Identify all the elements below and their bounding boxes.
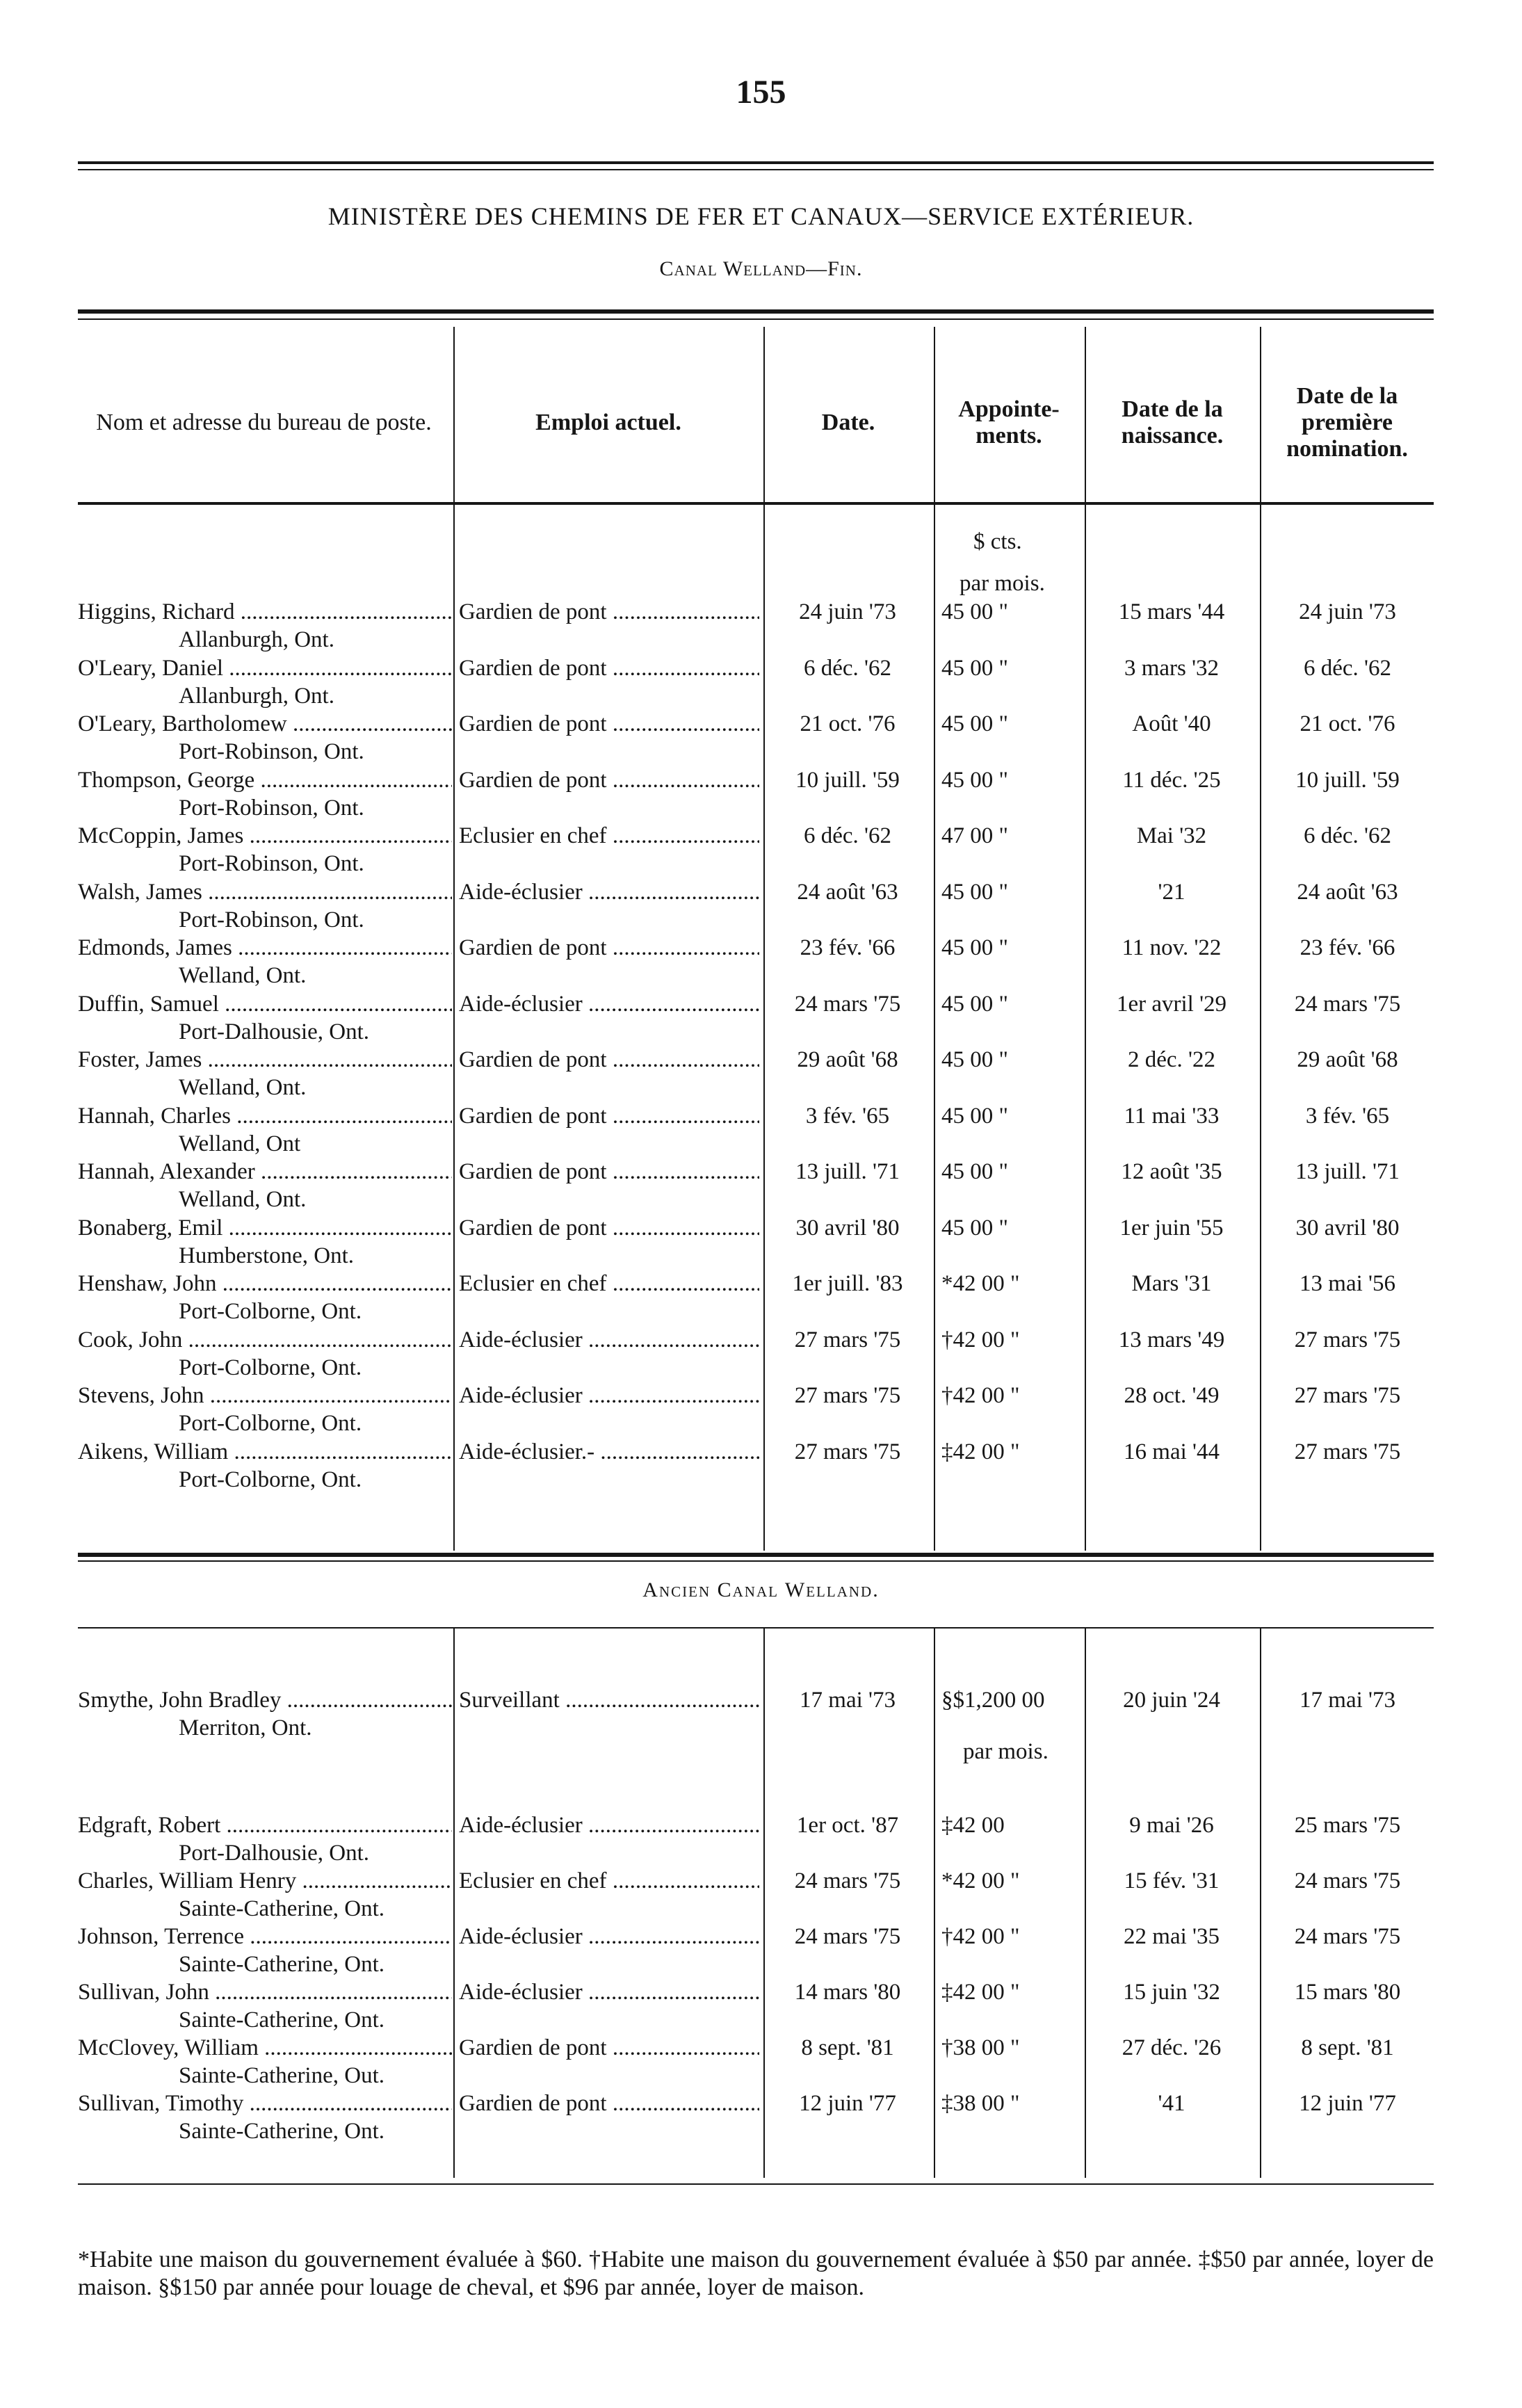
date-naissance-cell: '41: [1158, 2091, 1185, 2116]
emploi-actuel: Gardien de pont .....: [459, 598, 759, 626]
date-naissance-cell: 16 mai '44: [1124, 1439, 1220, 1464]
col-sep-1: [453, 327, 455, 1551]
post-office-address: Port-Colborne, Ont.: [179, 1355, 362, 1380]
appointements-cell: 45 00 ": [941, 879, 1008, 905]
row-name-cell: [78, 878, 452, 934]
employee-name: Smythe, John Bradley .....: [78, 1686, 452, 1714]
employee-name: Higgins, Richard .....: [78, 598, 452, 626]
employee-name: Edgraft, Robert .....: [78, 1811, 452, 1839]
row-name-cell: [78, 1811, 452, 1867]
footnote: *Habite une maison du gouvernement évaluée à $60. †Habite une maison du gouvernement évaluée à $50 par année. ‡$50 par année, loyer de maison. §$150 par année pour louage de cheval, et $96 par année, loyer de maison.: [78, 2247, 1434, 2300]
row-name-cell: [78, 934, 452, 989]
appointements-cell: 45 00 ": [941, 1103, 1008, 1129]
appointements-cell: ‡38 00 ": [941, 2091, 1020, 2116]
date-naissance-cell: 20 juin '24: [1123, 1688, 1220, 1713]
post-office-address: Welland, Ont.: [179, 963, 307, 988]
row-name-cell: [78, 766, 452, 822]
col2-sep-3: [934, 1629, 935, 2178]
date-cell: 24 mars '75: [794, 1868, 901, 1893]
currency-unit: $ cts.: [973, 529, 1022, 554]
post-office-address: Port-Dalhousie, Ont.: [179, 1841, 370, 1866]
date-premiere-nomination-cell: 25 mars '75: [1294, 1813, 1401, 1838]
emploi-actuel: Eclusier en chef .....: [459, 1867, 759, 1895]
date-premiere-nomination-cell: 8 sept. '81: [1301, 2035, 1394, 2060]
appointements-cell: †42 00 ": [941, 1924, 1020, 1949]
row-name-cell: [78, 1923, 452, 1978]
date-naissance-cell: '21: [1158, 879, 1185, 905]
post-office-address: Port-Colborne, Ont.: [179, 1299, 362, 1324]
date-premiere-nomination-cell: 24 mars '75: [1294, 1924, 1401, 1949]
date-premiere-nomination-cell: 29 août '68: [1297, 1047, 1398, 1072]
row-name-cell: [78, 1438, 452, 1494]
appointements-cell: 45 00 ": [941, 1047, 1008, 1072]
date-cell: 12 juin '77: [799, 2091, 896, 2116]
employee-name: Thompson, George .....: [78, 766, 452, 794]
emploi-actuel: Eclusier en chef .....: [459, 1270, 759, 1298]
date-naissance-cell: 13 mars '49: [1118, 1327, 1225, 1352]
row-name-cell: [78, 1270, 452, 1325]
row-name-cell: [78, 598, 452, 654]
post-office-address: Port-Robinson, Ont.: [179, 907, 364, 932]
date-cell: 21 oct. '76: [800, 711, 896, 736]
appointements-cell: 45 00 ": [941, 767, 1008, 793]
post-office-address: Allanburgh, Ont.: [179, 683, 334, 709]
date-cell: 10 juill. '59: [795, 767, 900, 793]
section-rule-2: [78, 1560, 1434, 1562]
employee-name: Hannah, Charles .....: [78, 1102, 452, 1130]
employee-name: Sullivan, John .....: [78, 1978, 452, 2006]
date-cell: 23 fév. '66: [800, 935, 896, 960]
row-name-cell: [78, 654, 452, 710]
date-premiere-nomination-cell: 10 juill. '59: [1295, 767, 1400, 793]
date-premiere-nomination-cell: 27 mars '75: [1294, 1327, 1401, 1352]
date-premiere-nomination-cell: 30 avril '80: [1295, 1215, 1400, 1241]
post-office-address: Humberstone, Ont.: [179, 1243, 355, 1268]
post-office-address: Port-Robinson, Ont.: [179, 851, 364, 876]
appointements-cell: §$1,200 00: [941, 1688, 1045, 1713]
appointements-cell: 45 00 ": [941, 991, 1008, 1017]
main-title: MINISTÈRE DES CHEMINS DE FER ET CANAUX—SERVICE EXTÉRIEUR.: [327, 202, 1195, 230]
emploi-actuel: Gardien de pont .....: [459, 1158, 759, 1186]
date-premiere-nomination-cell: 23 fév. '66: [1300, 935, 1395, 960]
subtitle: Canal Welland—Fin.: [659, 257, 863, 280]
post-office-address: Port-Dalhousie, Ont.: [179, 1019, 370, 1044]
emploi-actuel: Aide-éclusier .....: [459, 1811, 759, 1839]
post-office-address: Sainte-Catherine, Ont.: [179, 2119, 385, 2144]
employee-name: McClovey, William .....: [78, 2034, 452, 2062]
date-naissance-cell: 22 mai '35: [1124, 1924, 1220, 1949]
header-premiere: Date de la première nomination.: [1286, 383, 1408, 462]
emploi-actuel: Aide-éclusier .....: [459, 1326, 759, 1354]
page-number: 155: [736, 74, 786, 111]
appointements-cell: *42 00 ": [941, 1271, 1020, 1296]
header-appointements: Appointe-ments.: [958, 396, 1060, 449]
date-premiere-nomination-cell: 13 juill. '71: [1295, 1159, 1400, 1184]
row-name-cell: [78, 1867, 452, 1923]
date-premiere-nomination-cell: 15 mars '80: [1294, 1980, 1401, 2005]
appointements-cell: 45 00 ": [941, 711, 1008, 736]
section-title: Ancien Canal Welland.: [642, 1578, 880, 1601]
date-premiere-nomination-cell: 27 mars '75: [1294, 1439, 1401, 1464]
appointements-cell: ‡42 00: [941, 1813, 1005, 1838]
post-office-address: Welland, Ont.: [179, 1187, 307, 1212]
row-name-cell: [78, 1046, 452, 1101]
employee-name: Cook, John .....: [78, 1326, 452, 1354]
employee-name: Edmonds, James .....: [78, 934, 452, 962]
emploi-actuel: Aide-éclusier .....: [459, 1923, 759, 1950]
appointements-cell: *42 00 ": [941, 1868, 1020, 1893]
date-naissance-cell: 9 mai '26: [1129, 1813, 1214, 1838]
emploi-actuel: Gardien de pont .....: [459, 1046, 759, 1074]
date-naissance-cell: 15 mars '44: [1118, 599, 1225, 624]
date-naissance-cell: Mai '32: [1136, 823, 1207, 848]
employee-name: Stevens, John .....: [78, 1382, 452, 1409]
date-cell: 24 mars '75: [794, 1924, 901, 1949]
row-name-cell: [78, 1102, 452, 1158]
date-premiere-nomination-cell: 24 juin '73: [1299, 599, 1396, 624]
col2-sep-5: [1260, 1629, 1261, 2178]
date-cell: 1er juill. '83: [792, 1271, 903, 1296]
section2-top-rule: [78, 1627, 1434, 1629]
emploi-actuel: Aide-éclusier .....: [459, 990, 759, 1018]
table-top-rule-1: [78, 309, 1434, 314]
col-sep-5: [1260, 327, 1261, 1551]
date-naissance-cell: 11 nov. '22: [1122, 935, 1222, 960]
emploi-actuel: Eclusier en chef .....: [459, 822, 759, 850]
date-naissance-cell: 1er juin '55: [1119, 1215, 1224, 1241]
date-naissance-cell: 28 oct. '49: [1124, 1383, 1220, 1408]
row-name-cell: [78, 1214, 452, 1270]
table-top-rule-2: [78, 318, 1434, 320]
date-cell: 6 déc. '62: [804, 655, 891, 681]
post-office-address: Port-Colborne, Ont.: [179, 1466, 362, 1492]
header-emploi: Emploi actuel.: [535, 410, 681, 435]
post-office-address: Port-Robinson, Ont.: [179, 739, 364, 764]
col-sep-3: [934, 327, 935, 1551]
employee-name: Sullivan, Timothy .....: [78, 2090, 452, 2117]
date-premiere-nomination-cell: 24 août '63: [1297, 879, 1398, 905]
header-naissance: Date de la naissance.: [1121, 396, 1224, 449]
header-name: Nom et adresse du bureau de poste.: [96, 410, 432, 435]
date-premiere-nomination-cell: 17 mai '73: [1300, 1688, 1395, 1713]
bottom-rule: [78, 2183, 1434, 2185]
appointements-cell: 45 00 ": [941, 655, 1008, 681]
date-premiere-nomination-cell: 6 déc. '62: [1304, 823, 1391, 848]
appointements-cell: 45 00 ": [941, 935, 1008, 960]
appointements-cell: †42 00 ": [941, 1327, 1020, 1352]
row-name-cell: [78, 990, 452, 1046]
date-cell: 27 mars '75: [794, 1439, 901, 1464]
appointements-cell: †42 00 ": [941, 1383, 1020, 1408]
employee-name: O'Leary, Daniel .....: [78, 654, 452, 682]
col2-sep-2: [763, 1629, 765, 2178]
date-premiere-nomination-cell: 24 mars '75: [1294, 991, 1401, 1017]
date-naissance-cell: 15 fév. '31: [1124, 1868, 1220, 1893]
date-cell: 3 fév. '65: [805, 1103, 890, 1129]
date-premiere-nomination-cell: 3 fév. '65: [1305, 1103, 1390, 1129]
date-cell: 24 mars '75: [794, 991, 901, 1017]
date-cell: 6 déc. '62: [804, 823, 891, 848]
employee-name: Bonaberg, Emil .....: [78, 1214, 452, 1242]
date-cell: 8 sept. '81: [801, 2035, 894, 2060]
post-office-address: Port-Robinson, Ont.: [179, 795, 364, 821]
date-naissance-cell: 2 déc. '22: [1128, 1047, 1215, 1072]
appointements-cell: †38 00 ": [941, 2035, 1020, 2060]
row-name-cell: [78, 1978, 452, 2034]
top-rule-2: [78, 169, 1434, 170]
top-rule-1: [78, 161, 1434, 164]
date-premiere-nomination-cell: 13 mai '56: [1300, 1271, 1395, 1296]
row-name-cell: [78, 1382, 452, 1437]
date-cell: 27 mars '75: [794, 1383, 901, 1408]
per-month-unit-2: par mois.: [963, 1739, 1049, 1764]
date-naissance-cell: Mars '31: [1131, 1271, 1212, 1296]
appointements-cell: ‡42 00 ": [941, 1439, 1020, 1464]
row-name-cell: [78, 710, 452, 766]
row-name-cell: [78, 2034, 452, 2090]
employee-name: O'Leary, Bartholomew .....: [78, 710, 452, 738]
emploi-actuel: Aide-éclusier .....: [459, 1978, 759, 2006]
date-cell: 30 avril '80: [795, 1215, 900, 1241]
col-sep-2: [763, 327, 765, 1551]
date-naissance-cell: 3 mars '32: [1124, 655, 1220, 681]
appointements-cell: 47 00 ": [941, 823, 1008, 848]
appointements-cell: ‡42 00 ": [941, 1980, 1020, 2005]
employee-name: Walsh, James .....: [78, 878, 452, 906]
emploi-actuel: Gardien de pont .....: [459, 2090, 759, 2117]
date-naissance-cell: 1er avril '29: [1116, 991, 1227, 1017]
post-office-address: Port-Colborne, Ont.: [179, 1411, 362, 1436]
date-premiere-nomination-cell: 6 déc. '62: [1304, 655, 1391, 681]
date-cell: 24 août '63: [797, 879, 898, 905]
row-name-cell: [78, 1686, 452, 1742]
date-premiere-nomination-cell: 12 juin '77: [1299, 2091, 1396, 2116]
employee-name: Aikens, William .....: [78, 1438, 452, 1466]
date-cell: 1er oct. '87: [796, 1813, 899, 1838]
date-premiere-nomination-cell: 21 oct. '76: [1300, 711, 1395, 736]
post-office-address: Sainte-Catherine, Ont.: [179, 1896, 385, 1921]
date-cell: 13 juill. '71: [795, 1159, 900, 1184]
post-office-address: Sainte-Catherine, Out.: [179, 2063, 385, 2088]
date-premiere-nomination-cell: 24 mars '75: [1294, 1868, 1401, 1893]
emploi-actuel: Gardien de pont .....: [459, 1214, 759, 1242]
date-cell: 29 août '68: [797, 1047, 898, 1072]
date-naissance-cell: 15 juin '32: [1123, 1980, 1220, 2005]
emploi-actuel: Gardien de pont .....: [459, 1102, 759, 1130]
date-naissance-cell: 27 déc. '26: [1122, 2035, 1222, 2060]
date-cell: 14 mars '80: [794, 1980, 901, 2005]
emploi-actuel: Surveillant .....: [459, 1686, 759, 1714]
employee-name: Foster, James .....: [78, 1046, 452, 1074]
post-office-address: Allanburgh, Ont.: [179, 627, 334, 652]
emploi-actuel: Gardien de pont .....: [459, 710, 759, 738]
employee-name: Duffin, Samuel .....: [78, 990, 452, 1018]
employee-name: Charles, William Henry .....: [78, 1867, 452, 1895]
post-office-address: Merriton, Ont.: [179, 1715, 312, 1740]
header-bottom-rule: [78, 502, 1434, 505]
per-month-unit: par mois.: [960, 571, 1045, 596]
emploi-actuel: Aide-éclusier.- .....: [459, 1438, 759, 1466]
emploi-actuel: Aide-éclusier .....: [459, 878, 759, 906]
post-office-address: Welland, Ont: [179, 1131, 301, 1156]
header-date: Date.: [821, 410, 875, 435]
date-cell: 27 mars '75: [794, 1327, 901, 1352]
employee-name: Henshaw, John .....: [78, 1270, 452, 1298]
emploi-actuel: Gardien de pont .....: [459, 654, 759, 682]
section-rule-1: [78, 1553, 1434, 1557]
date-naissance-cell: Août '40: [1132, 711, 1211, 736]
appointements-cell: 45 00 ": [941, 1159, 1008, 1184]
emploi-actuel: Gardien de pont .....: [459, 2034, 759, 2062]
employee-name: Hannah, Alexander .....: [78, 1158, 452, 1186]
employee-name: McCoppin, James .....: [78, 822, 452, 850]
employee-name: Johnson, Terrence .....: [78, 1923, 452, 1950]
appointements-cell: 45 00 ": [941, 599, 1008, 624]
col2-sep-1: [453, 1629, 455, 2178]
post-office-address: Sainte-Catherine, Ont.: [179, 1952, 385, 1977]
date-premiere-nomination-cell: 27 mars '75: [1294, 1383, 1401, 1408]
emploi-actuel: Gardien de pont .....: [459, 934, 759, 962]
post-office-address: Sainte-Catherine, Ont.: [179, 2007, 385, 2033]
appointements-cell: 45 00 ": [941, 1215, 1008, 1241]
emploi-actuel: Gardien de pont .....: [459, 766, 759, 794]
date-cell: 24 juin '73: [799, 599, 896, 624]
date-cell: 17 mai '73: [800, 1688, 896, 1713]
row-name-cell: [78, 2090, 452, 2145]
post-office-address: Welland, Ont.: [179, 1075, 307, 1100]
row-name-cell: [78, 1158, 452, 1213]
date-naissance-cell: 12 août '35: [1121, 1159, 1222, 1184]
emploi-actuel: Aide-éclusier .....: [459, 1382, 759, 1409]
row-name-cell: [78, 1326, 452, 1382]
date-naissance-cell: 11 déc. '25: [1122, 767, 1221, 793]
date-naissance-cell: 11 mai '33: [1124, 1103, 1220, 1129]
row-name-cell: [78, 822, 452, 878]
